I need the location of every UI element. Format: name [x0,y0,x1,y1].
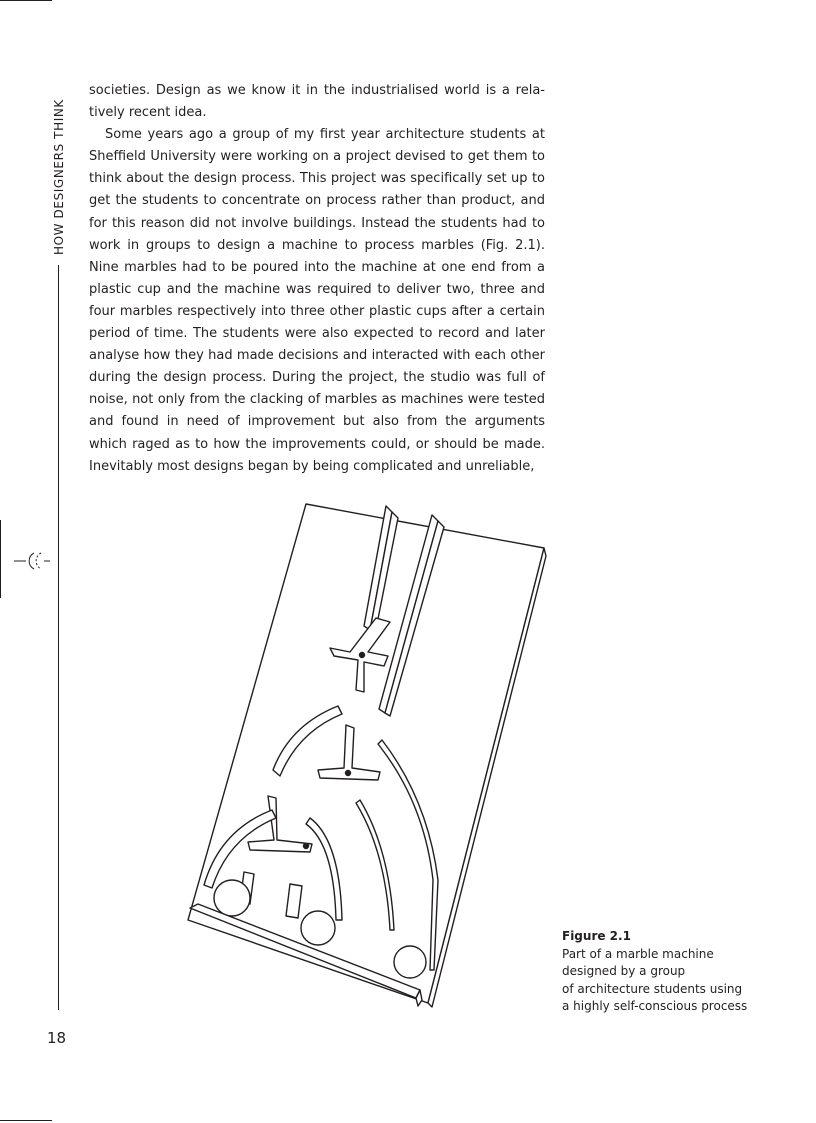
figure-caption [562,928,747,1016]
caption-line: Part of a marble machine [562,946,714,961]
crop-mark-top [0,0,52,1]
caption-line: a highly self-conscious process [562,999,748,1013]
caption-line: of architecture students using [562,981,743,996]
body-text [89,80,545,478]
figure-label: Figure 2.1 [562,929,631,943]
side-rule-top [58,265,59,1010]
marble-middle [301,911,335,945]
marble-left [214,880,250,916]
paragraph-1: societies. Design as we know it in the industrialised world is a relatively recent idea. [89,83,545,121]
crop-mark-left-upper [0,520,1,598]
crop-mark-bottom [0,1120,52,1121]
marble-right [394,946,426,978]
registration-mark [14,548,54,574]
paragraph-2: Some years ago a group of my first year architecture students at Sheffield University were working on a project devised to get them to think about the design process. This project was specifically set up to get the students to concentrate on process rather than product, and for this reason did not involve buildings. Instead the students had to work in groups to design a machine to process marbles (Fig. 2.1). Nine marbles had to be poured into the machine at one end from a plastic cup and the machine was required to deliver two, three and four marbles respectively into three other plastic cups after a certain period of time. The students were also expected to record and later analyse how they had made decisions and interacted with each other during the design process. During the project, the studio was full of noise, not only from the clacking of marbles as machines were tested and found in need of improvement but also from the arguments which raged as to how the improvements could, or should be made. Inevitably most designs began by being complicated and unreliable, [89,127,545,474]
page-number: 18 [47,1029,67,1047]
caption-line: designed by a group [562,964,686,978]
marble-machine-figure [180,500,550,1015]
running-head: HOW DESIGNERS THINK [52,99,66,255]
